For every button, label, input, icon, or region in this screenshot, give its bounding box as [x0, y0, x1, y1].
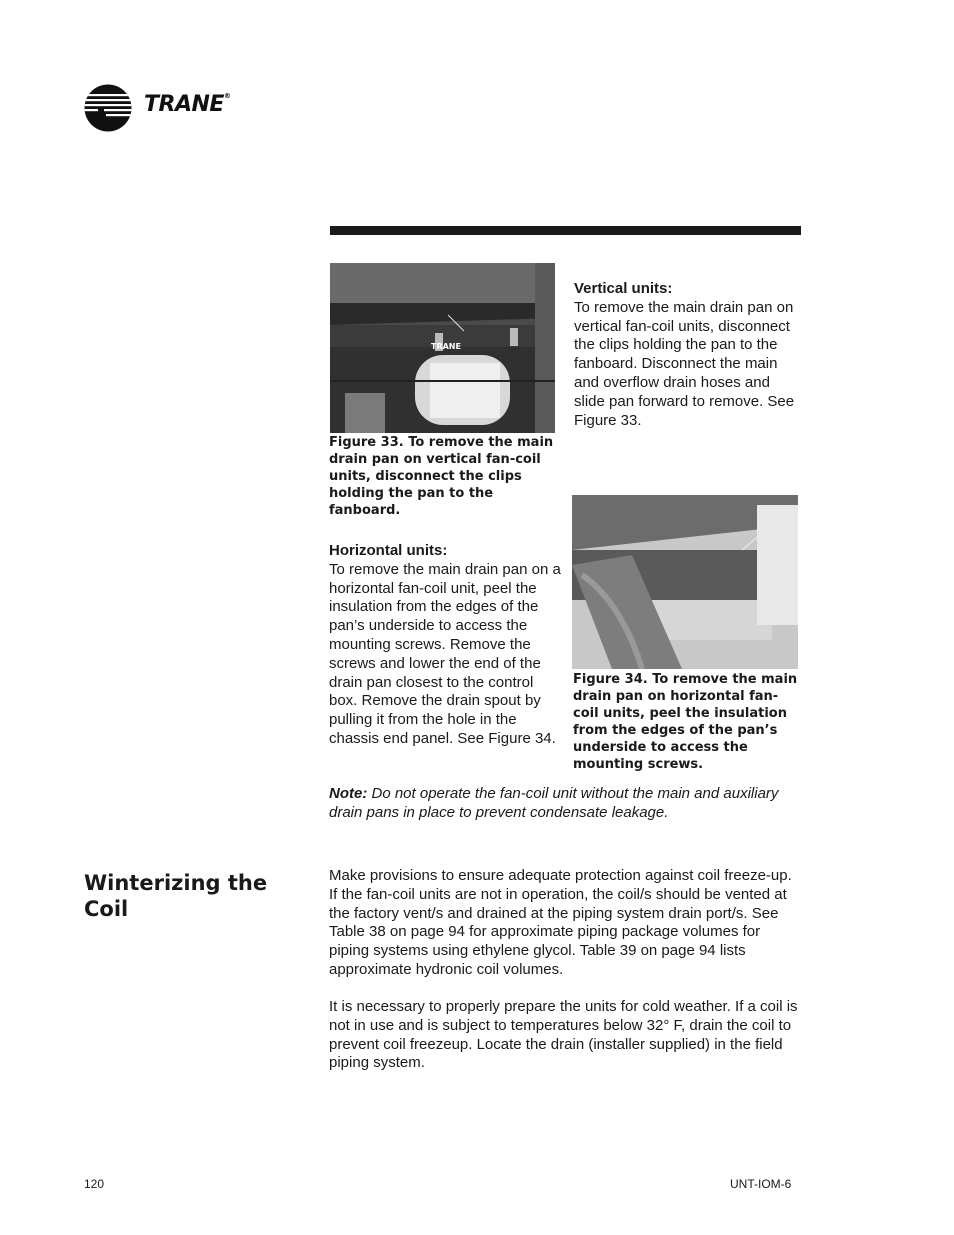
vertical-units-section — [574, 280, 804, 430]
figure-34-caption: Figure 34. To remove the main drain pan on horizontal fan-coil units, peel the insulation from the edges of the pan’s underside to access the mounting screws. — [573, 672, 798, 772]
page-number: 120 — [84, 1177, 105, 1191]
horizontal-units-heading: Horizontal units: — [329, 542, 448, 559]
horizontal-units-text: To remove the main drain pan on a horizontal fan-coil unit, peel the insulation from the edges of the pan’s underside to access the mounting screws. Remove the screws and lower the end of the drain pan closest to the control box. Remove the drain spout by pulling it from the hole in the chassis end panel. See Figure 34. — [329, 560, 561, 747]
figure-34-photo — [572, 495, 798, 669]
section-rule — [330, 226, 801, 235]
photo-brand-label: TRANE — [431, 342, 461, 351]
note-text: Do not operate the fan-coil unit without the main and auxiliary drain pans in place to prevent condensate leakage. — [329, 785, 779, 821]
horizontal-units-section — [329, 542, 561, 749]
brand-logotype: TRANE® — [144, 92, 231, 117]
vertical-units-text: To remove the main drain pan on vertical fan-coil units, disconnect the clips holding the pan to the fanboard. Disconnect the main and overflow drain hoses and slide pan forward to remove. See Figure 33. — [574, 298, 795, 429]
note-label: Note: — [329, 785, 368, 802]
trane-logo-icon — [84, 84, 132, 132]
document-code: UNT-IOM-6 — [730, 1177, 792, 1191]
note-paragraph — [329, 785, 809, 823]
winterizing-paragraph-2: It is necessary to properly prepare the units for cold weather. If a coil is not in use and is subject to temperatures below 32° F, drain the coil to prevent coil freezeup. Locate the drain (installer supplied) in the field piping system. — [329, 998, 798, 1072]
vertical-units-heading: Vertical units: — [574, 280, 673, 297]
section-title: Winterizing the Coil — [84, 871, 268, 921]
winterizing-paragraph-1: Make provisions to ensure adequate protection against coil freeze-up. If the fan-coil units are not in operation, the coil/s should be vented at the factory vent/s and drained at the piping system drain port/s. See Table 38 on page 94 for approximate piping package volumes for piping systems using ethylene glycol. Table 39 on page 94 lists approximate hydronic coil volumes. — [329, 867, 792, 978]
figure-33-caption: Figure 33. To remove the main drain pan on vertical fan-coil units, disconnect the clips holding the pan to the fanboard. — [329, 435, 554, 518]
